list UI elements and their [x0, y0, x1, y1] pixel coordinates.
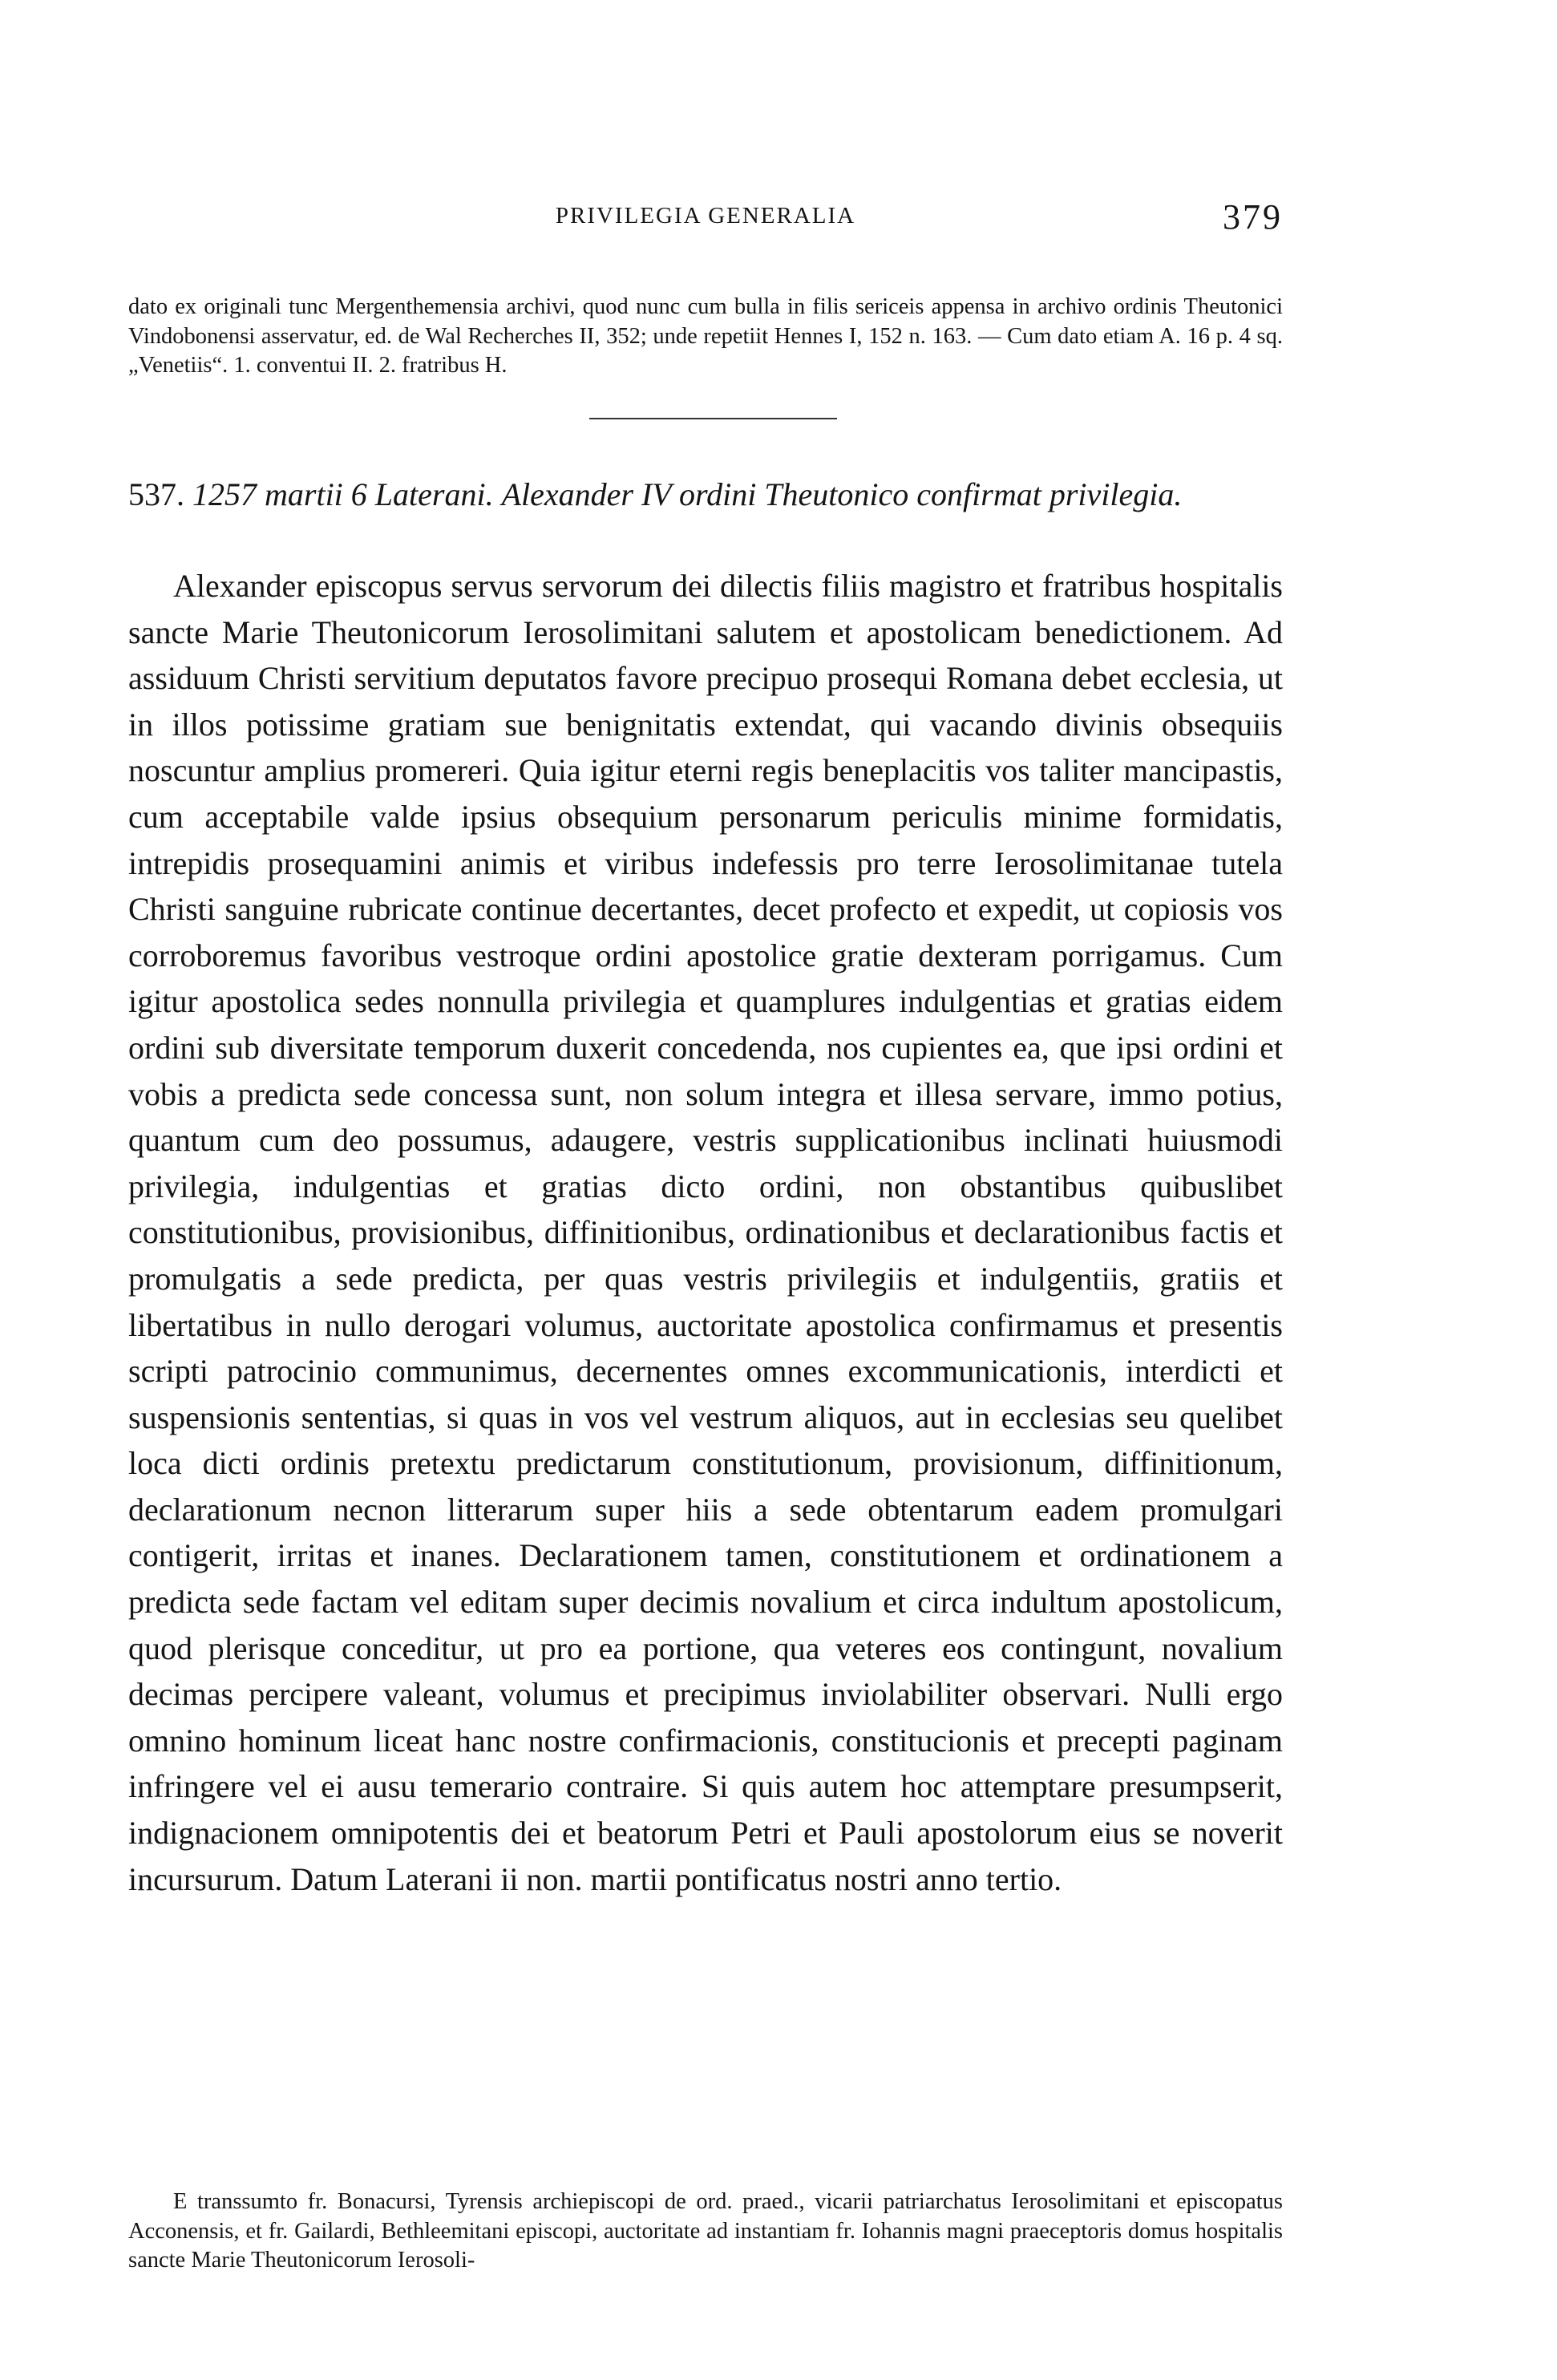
source-note: E transsumto fr. Bonacursi, Tyrensis archiepiscopi de ord. praed., vicarii patriarchatus Ierosolimitani et episcopatus Acconensis, et fr. Gailardi, Bethleemitani episcopi, auctoritate ad instantiam fr. Iohannis magni praeceptoris domus hospitalis sancte Marie Theutonicorum Ierosoli-	[128, 2189, 1283, 2273]
separator-rule	[589, 418, 837, 419]
running-head	[128, 196, 1283, 245]
apparatus-note: dato ex originali tunc Mergenthemensia archivi, quod nunc cum bulla in filis sericeis appensa in archivo ordinis Theutonici Vindobonensi asservatur, ed. de Wal Recherches II, 352; unde repetiit Hennes I, 152 n. 163. — Cum dato etiam A. 16 p. 4 sq. „Venetiis“. 1. conventui II. 2. fratribus H.	[128, 294, 1283, 378]
entry-heading	[128, 472, 1283, 517]
document-body: Alexander episcopus servus servorum dei dilectis filiis magistro et fratribus hospitalis sancte Marie Theutonicorum Ierosolimitani salutem et apostolicam benedictionem. Ad assiduum Christi servitium deputatos favore precipuo prosequi Romana debet ecclesia, ut in illos potissime gratiam sue benignitatis extendat, qui vacando divinis obsequiis noscuntur amplius promereri. Quia igitur eterni regis beneplacitis vos taliter mancipastis, cum acceptabile valde ipsius obsequium personarum periculis minime formidatis, intrepidis prosequamini animis et viribus indefessis pro terre Ierosolimitanae tutela Christi sanguine rubricate continue decertantes, decet profecto et expedit, ut copiosis vos corroboremus favoribus vestroque ordini apostolice gratie dexteram porrigamus. Cum igitur apostolica sedes nonnulla privilegia et quamplures indulgentias et gratias eidem ordini sub diversitate temporum duxerit concedenda, nos cupientes ea, que ipsi ordini et vobis a predicta sede concessa sunt, non solum integra et illesa servare, immo potius, quantum cum deo possumus, adaugere, vestris supplicationibus inclinati huiusmodi privilegia, indulgentias et gratias dicto ordini, non obstantibus quibuslibet constitutionibus, provisionibus, diffinitionibus, ordinationibus et declarationibus factis et promulgatis a sede predicta, per quas vestris privilegiis et indulgentiis, gratiis et libertatibus in nullo derogari volumus, auctoritate apostolica confirmamus et presentis scripti patrocinio communimus, decernentes omnes excommunicationis, interdicti et suspensionis sententias, si quas in vos vel vestrum aliquos, aut in ecclesias seu quelibet loca dicti ordinis pretextu predictarum constitutionum, provisionum, diffinitionum, declarationum necnon litterarum super hiis a sede obtentarum eadem promulgari contigerit, irritas et inanes. Declarationem tamen, constitutionem et ordinationem a predicta sede factam vel editam super decimis novalium et circa indultum apostolicum, quod plerisque conceditur, ut pro ea portione, qua veteres eos contingunt, novalium decimas percipere valeant, volumus et precipimus inviolabiliter observari. Nulli ergo omnino hominum liceat hanc nostre confirmacionis, constitucionis et precepti paginam infringere vel ei ausu temerario contraire. Si quis autem hoc attemptare presumpserit, indignacionem omnipotentis dei et beatorum Petri et Pauli apostolorum eius se noverit incursurum. Datum Laterani ii non. martii pontificatus nostri anno tertio.	[128, 568, 1283, 1897]
page-number: 379	[1223, 197, 1283, 237]
entry-number: 537.	[128, 476, 184, 512]
entry-title: Alexander IV ordini Theutonico confirmat privilegia.	[501, 476, 1183, 512]
entry-date: 1257 martii 6 Laterani.	[192, 476, 494, 512]
running-title: PRIVILEGIA GENERALIA	[555, 203, 856, 229]
